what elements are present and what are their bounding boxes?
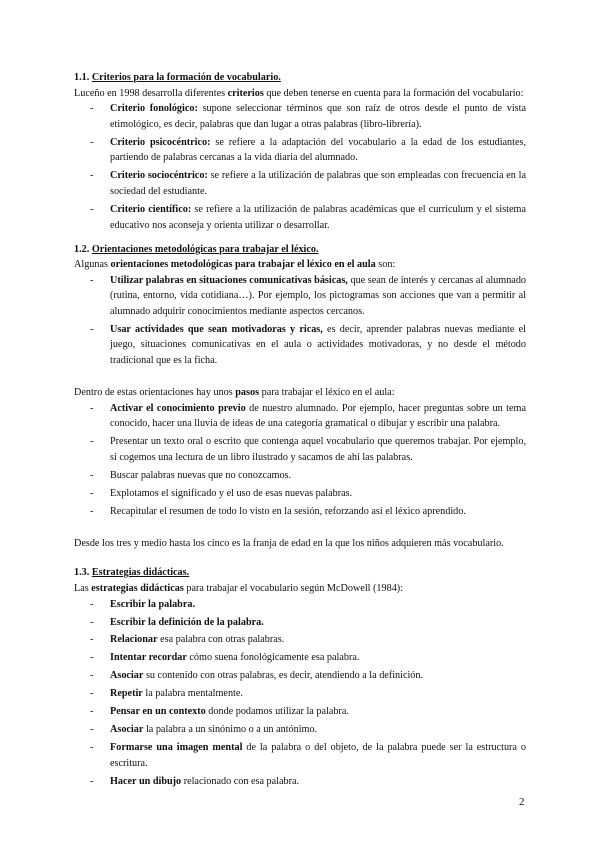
section-intro: Algunas orientaciones metodológicas para trabajar el léxico en el aula son: [74,259,396,271]
list-item: - Pensar en un contexto donde podamos utilizar la palabra. [90,706,349,718]
steps-list [74,401,526,520]
list-item: - Hacer un dibujo relacionado con esa palabra. [90,775,300,787]
list-item: - Criterio sociocéntrico: se refiere a la utilización de palabras que son empleadas con frecuencia en la sociedad del estudiante. [90,170,526,197]
orientations-list [74,273,526,369]
list-item: - Formarse una imagen mental de la palabra o del objeto, de la palabra puede ser la estructura o escritura. [90,742,526,769]
list-item: - Criterio fonológico: supone seleccionar términos que son raíz de otros desde el punto de vista etimológico, es decir, palabras que dan lugar a otras palabras (libro-librería). [90,103,526,130]
criteria-list [74,101,526,233]
section-heading-1-3 [74,565,526,581]
list-item: - Criterio científico: se refiere a la utilización de palabras académicas que el currículum y el sistema educativo nos aconseja y orienta utilizar o desarrollar. [90,203,526,231]
section-heading-1-2 [74,242,526,258]
page-number: 2 [519,796,525,808]
section-number: 1.1. [74,72,90,83]
steps-intro: Dentro de estas orientaciones hay unos pasos para trabajar el léxico en el aula: [74,387,395,399]
section-title: Criterios para la formación de vocabulario. [91,72,281,83]
list-item: - Buscar palabras nuevas que no conozcamos. [90,469,292,481]
list-item: - Presentar un texto oral o escrito que contenga aquel vocabulario que queremos trabajar. Por ejemplo, si cogemos una lectura de un libro ilustrado y sacamos de ahí las palabras. [90,436,526,463]
section-number: 1.3. [74,567,90,579]
list-item: - Relacionar esa palabra con otras palabras. [90,634,285,646]
section-intro: Las estrategias didácticas para trabajar el vocabulario según McDowell (1984): [74,582,404,594]
document-page [74,70,526,792]
list-item: - Usar actividades que sean motivadoras y ricas, es decir, aprender palabras nuevas mediante el juego, situaciones comunicativas en el aula o actividades motivadoras, y no desde el método tradicional que es la ficha. [90,323,526,367]
list-item: - Explotamos el significado y el uso de esas nuevas palabras. [90,487,353,499]
section-number: 1.2. [74,243,90,255]
section-title: Estrategias didácticas. [91,567,190,579]
list-item: - Criterio psicocéntrico: se refiere a la adaptación del vocabulario a la edad de los estudiantes, partiendo de palabras cercanas a la vida diaria del alumnado. [90,136,527,164]
section-heading-1-1 [74,70,526,86]
list-item: - Escribir la definición de la palabra. [90,616,264,628]
section-title: Orientaciones metodológicas para trabajar el léxico. [91,243,319,255]
list-item: - Asociar la palabra a un sinónimo o a un antónimo. [90,724,318,736]
strategies-list [74,597,526,790]
list-item: - Activar el conocimiento previo de nuestro alumnado. Por ejemplo, hacer preguntas sobre un tema conocido, hacer una lluvia de ideas de una categoría gramatical o dibujar y escribir una palabra. [90,402,526,430]
section-intro: Luceño en 1998 desarrolla diferentes criterios que deben tenerse en cuenta para la formación del vocabulario: [74,87,524,99]
list-item: - Intentar recordar cómo suena fonológicamente esa palabra. [90,652,360,664]
list-item: - Utilizar palabras en situaciones comunicativas básicas, que sean de interés y cercanas al alumnado (rutina, entorno, vida cotidiana…). Por ejemplo, los pictogramas son acciones que van a permitir al alumnado adquirir conocimientos mediante aspectos cercanos. [90,274,527,317]
list-item: - Asociar su contenido con otras palabras, es decir, atendiendo a la definición. [90,670,424,682]
list-item: - Repetir la palabra mentalmente. [90,688,243,700]
list-item: - Recapitular el resumen de todo lo visto en la sesión, reforzando así el léxico aprendido. [90,505,466,517]
list-item: - Escribir la palabra. [90,598,195,610]
age-note: Desde los tres y medio hasta los cinco es la franja de edad en la que los niños adquieren más vocabulario. [74,537,504,549]
